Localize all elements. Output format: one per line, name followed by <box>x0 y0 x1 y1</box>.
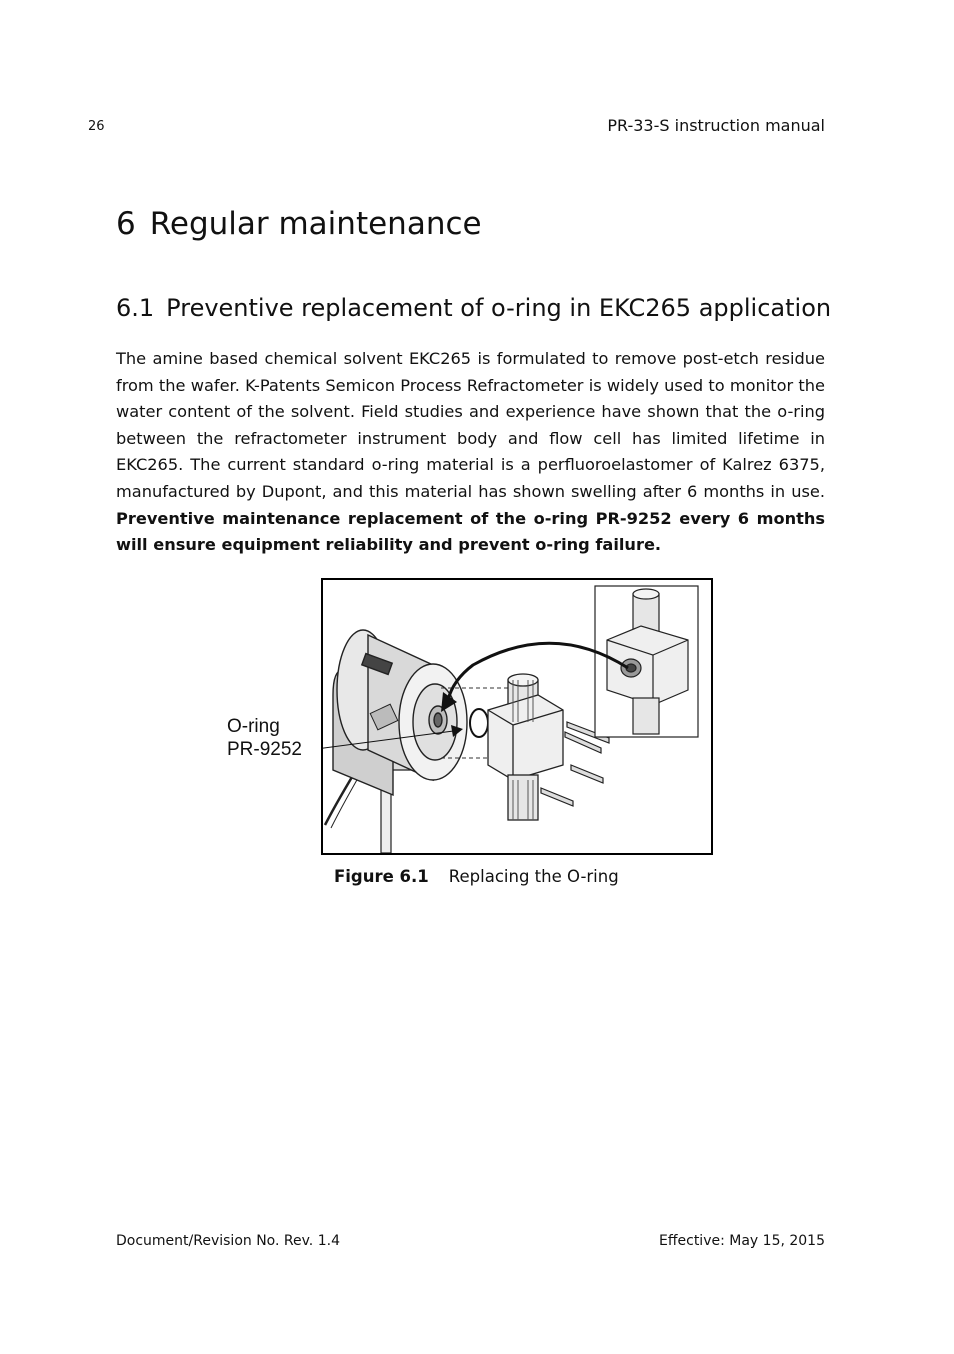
page-number: 26 <box>88 119 105 134</box>
footer-document-revision: Document/Revision No. Rev. 1.4 <box>116 1233 340 1249</box>
figure-oring-replacement <box>321 578 713 855</box>
oring-illustration <box>323 580 711 853</box>
body-paragraph-text: The amine based chemical solvent EKC265 is formulated to remove post-etch residue from the wafer. K-Patents Semicon Process Refractometer is widely used to monitor the water content of the solvent. Field studies and experience have shown that the o-ring between the refractometer instrument body and flow cell has limited lifetime in EKC265. The current standard o-ring material is a perfluoroelastomer of Kalrez 6375, manufactured by Dupont, and this material has shown swelling after 6 months in use. <box>116 349 825 501</box>
running-header: PR-33-S instruction manual <box>607 116 825 135</box>
chapter-title-text: Regular maintenance <box>149 206 482 242</box>
body-paragraph <box>116 346 825 559</box>
oring-part-number-label: PR-9252 <box>227 739 302 760</box>
section-title <box>116 294 831 322</box>
chapter-title <box>116 206 482 242</box>
footer-effective-date: Effective: May 15, 2015 <box>659 1233 825 1249</box>
flow-cell <box>488 674 563 820</box>
maintenance-statement: Preventive maintenance replacement of the o-ring PR-9252 every 6 months will ensure equipment reliability and prevent o-ring failure. <box>116 508 825 555</box>
figure-caption-label: Figure 6.1 <box>334 867 429 886</box>
section-title-text: Preventive replacement of o-ring in EKC265 application <box>166 294 832 322</box>
chapter-number: 6 <box>116 206 136 242</box>
inset-detail <box>595 586 698 737</box>
section-number: 6.1 <box>116 294 155 322</box>
figure-caption <box>334 867 619 886</box>
figure-caption-text: Replacing the O-ring <box>448 867 619 886</box>
oring-callout-label: O-ring <box>227 716 280 737</box>
oring <box>470 709 488 737</box>
